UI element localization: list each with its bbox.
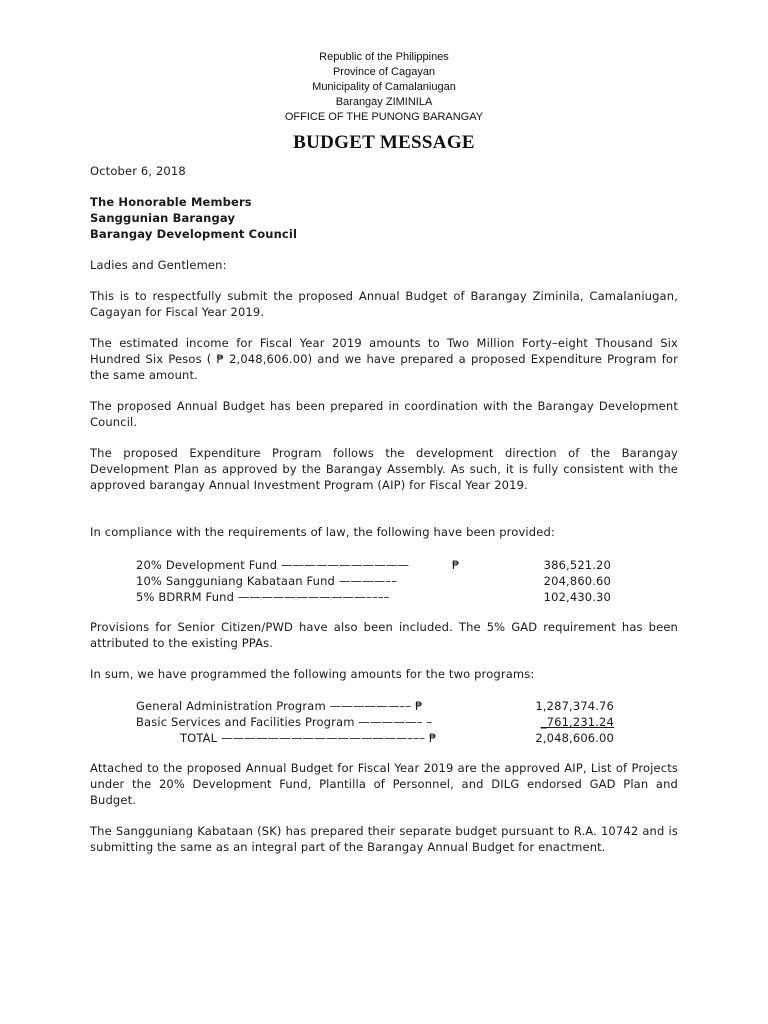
addressee-line: Sanggunian Barangay <box>90 210 236 225</box>
fund-amount: 204,860.60 <box>543 574 611 588</box>
header-line: Province of Cagayan <box>332 66 436 78</box>
addressee-line: The Honorable Members <box>90 195 252 209</box>
paragraph: In compliance with the requirements of law, the following have been provided: <box>90 525 555 539</box>
program-label: General Administration Program ——————–– ₱ <box>136 699 423 713</box>
header-line: Barangay ZIMINILA <box>335 96 433 108</box>
paragraph: This is to respectfully submit the proposed Annual Budget of Barangay Ziminila, Camalaniugan, Cagayan for Fiscal Year 2019. <box>90 289 678 319</box>
addressee-line: Barangay Development Council <box>90 226 298 241</box>
header-line: OFFICE OF THE PUNONG BARANGAY <box>284 111 484 123</box>
paragraph: The estimated income for Fiscal Year 2019 amounts to Two Million Forty–eight Thousand Six Hundred Six Pesos ( ₱ 2,048,606.00) and we have prepared a proposed Expenditure Program for the same amount. <box>90 336 678 382</box>
paragraph: Attached to the proposed Annual Budget for Fiscal Year 2019 are the approved AIP, List of Projects under the 20% Development Fund, Plantilla of Personnel, and DILG endorsed GAD Plan and Budget. <box>90 761 678 807</box>
document-title: BUDGET MESSAGE <box>293 132 475 153</box>
fund-amount: 102,430.30 <box>543 590 611 604</box>
program-amount: 1,287,374.76 <box>535 699 614 713</box>
addressee-block <box>90 195 678 242</box>
fund-label: 10% Sangguniang Kabataan Fund ————–– <box>136 574 398 588</box>
fund-label: 20% Development Fund ——————————— <box>136 558 410 572</box>
program-label: Basic Services and Facilities Program —————– – <box>136 715 433 729</box>
letter-date: October 6, 2018 <box>90 164 186 178</box>
program-amount: _761,231.24 <box>540 715 614 729</box>
fund-amount: 386,521.20 <box>543 558 611 572</box>
fund-label: 5% BDRRM Fund ———————————–––– <box>136 590 390 604</box>
peso-sign: ₱ <box>452 558 460 572</box>
letterhead <box>0 50 768 125</box>
paragraph: The proposed Expenditure Program follows the development direction of the Barangay Development Plan as approved by the Barangay Assembly. As such, it is fully consistent with the approved barangay Annual Investment Program (AIP) for Fiscal Year 2019. <box>90 446 678 492</box>
header-line: Municipality of Camalaniugan <box>312 81 456 93</box>
salutation: Ladies and Gentlemen: <box>90 258 227 272</box>
header-line: Republic of the Philippines <box>319 51 449 63</box>
total-label: TOTAL ————————————————––– ₱ <box>180 731 437 745</box>
paragraph: In sum, we have programmed the following amounts for the two programs: <box>90 667 535 681</box>
paragraph: The proposed Annual Budget has been prepared in coordination with the Barangay Development Council. <box>90 399 678 429</box>
paragraph: The Sangguniang Kabataan (SK) has prepared their separate budget pursuant to R.A. 10742 and is submitting the same as an integral part of the Barangay Annual Budget for enactment. <box>90 824 678 854</box>
total-amount: 2,048,606.00 <box>535 731 614 745</box>
paragraph: Provisions for Senior Citizen/PWD have also been included. The 5% GAD requirement has been attributed to the existing PPAs. <box>90 620 678 650</box>
